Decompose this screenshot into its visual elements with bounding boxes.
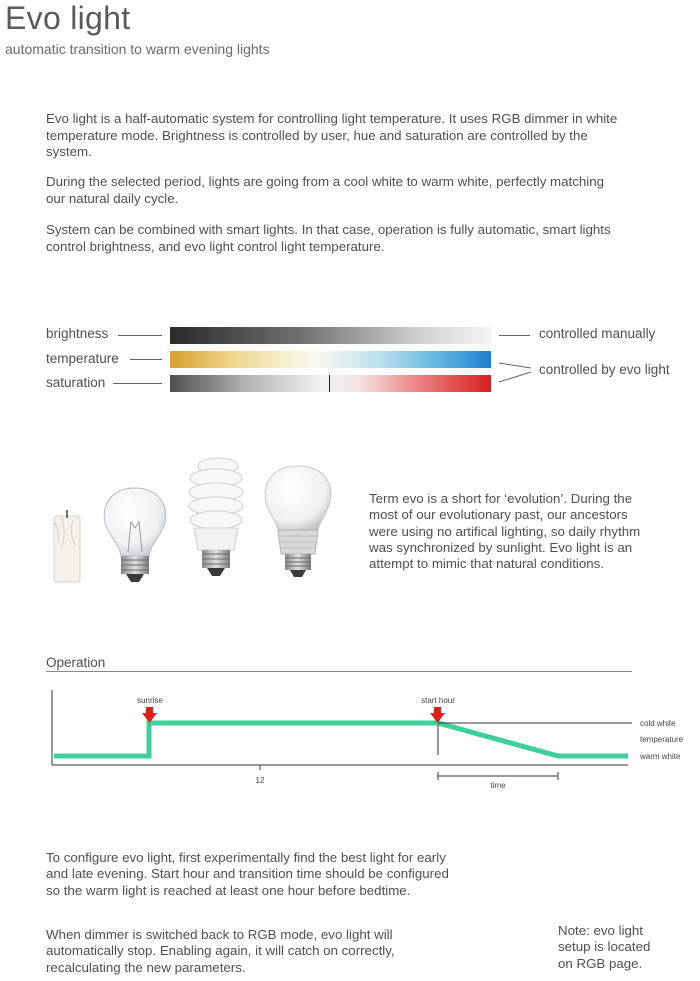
intro-paragraph-2: During the selected period, lights are going from a cool white to warm white, perfectly matching our natural daily cycle. xyxy=(46,174,605,206)
temperature-leader-line xyxy=(130,359,162,360)
cfl-bulb-icon xyxy=(189,458,243,576)
temperature-gradient-bar xyxy=(170,351,491,368)
setup-note: Note: evo light setup is located on RGB page. xyxy=(558,923,651,971)
instruction-paragraph-2: When dimmer is switched back to RGB mode, evo light will automatically stop. Enabling again, it will catch on correctly, recalculating the new parameters. xyxy=(46,927,395,975)
temperature-label: temperature xyxy=(46,351,119,366)
warm-white-label: warm white xyxy=(640,752,681,761)
incandescent-bulb-icon xyxy=(104,488,166,582)
sunrise-label: sunrise xyxy=(137,696,163,705)
brightness-label: brightness xyxy=(46,326,109,341)
cold-white-label: cold white xyxy=(640,719,676,728)
time-label: time xyxy=(490,781,506,790)
evo-description: Term evo is a short for ‘evolution’. During the most of our evolutionary past, our ancestors were using no artifical lighting, so daily rhythm was synchronized by sunlight. Evo light is an attempt to mimic that natural conditions. xyxy=(369,491,641,572)
start-hour-label: start hour xyxy=(421,696,455,705)
page-title: Evo light xyxy=(5,0,131,36)
evo-leader-lines xyxy=(497,355,537,390)
saturation-gradient-bar xyxy=(170,375,491,392)
page-subtitle: automatic transition to warm evening lights xyxy=(5,41,270,57)
controlled-manually-label: controlled manually xyxy=(539,326,656,341)
intro-paragraph-1: Evo light is a half-automatic system for controlling light temperature. It uses RGB dimmer in white temperature mode. Brightness is controlled by user, hue and saturation are controlled by the system. xyxy=(46,111,618,159)
saturation-marker xyxy=(329,375,330,392)
operation-heading: Operation xyxy=(46,655,106,670)
manual-leader-line xyxy=(499,335,530,336)
instruction-paragraph-1: To configure evo light, first experimentally find the best light for early and late evening. Start hour and transition time should be configured so the warm light is reached at least one hour before bedtime. xyxy=(46,850,449,898)
led-bulb-icon xyxy=(265,466,331,577)
light-sources-illustration xyxy=(40,452,340,587)
intro-paragraph-3: System can be combined with smart lights. In that case, operation is fully automatic, smart lights control brightness, and evo light control light temperature. xyxy=(46,222,611,254)
brightness-gradient-bar xyxy=(170,327,491,344)
saturation-leader-line xyxy=(113,383,162,384)
operation-divider xyxy=(46,671,632,672)
brightness-leader-line xyxy=(118,335,162,336)
x-tick-label: 12 xyxy=(255,776,265,785)
temperature-curve xyxy=(54,723,628,756)
controlled-by-evo-label: controlled by evo light xyxy=(539,362,670,377)
saturation-label: saturation xyxy=(46,375,106,390)
temperature-axis-label: temperature xyxy=(640,735,684,744)
candle-icon xyxy=(54,510,80,582)
operation-diagram xyxy=(0,680,700,800)
